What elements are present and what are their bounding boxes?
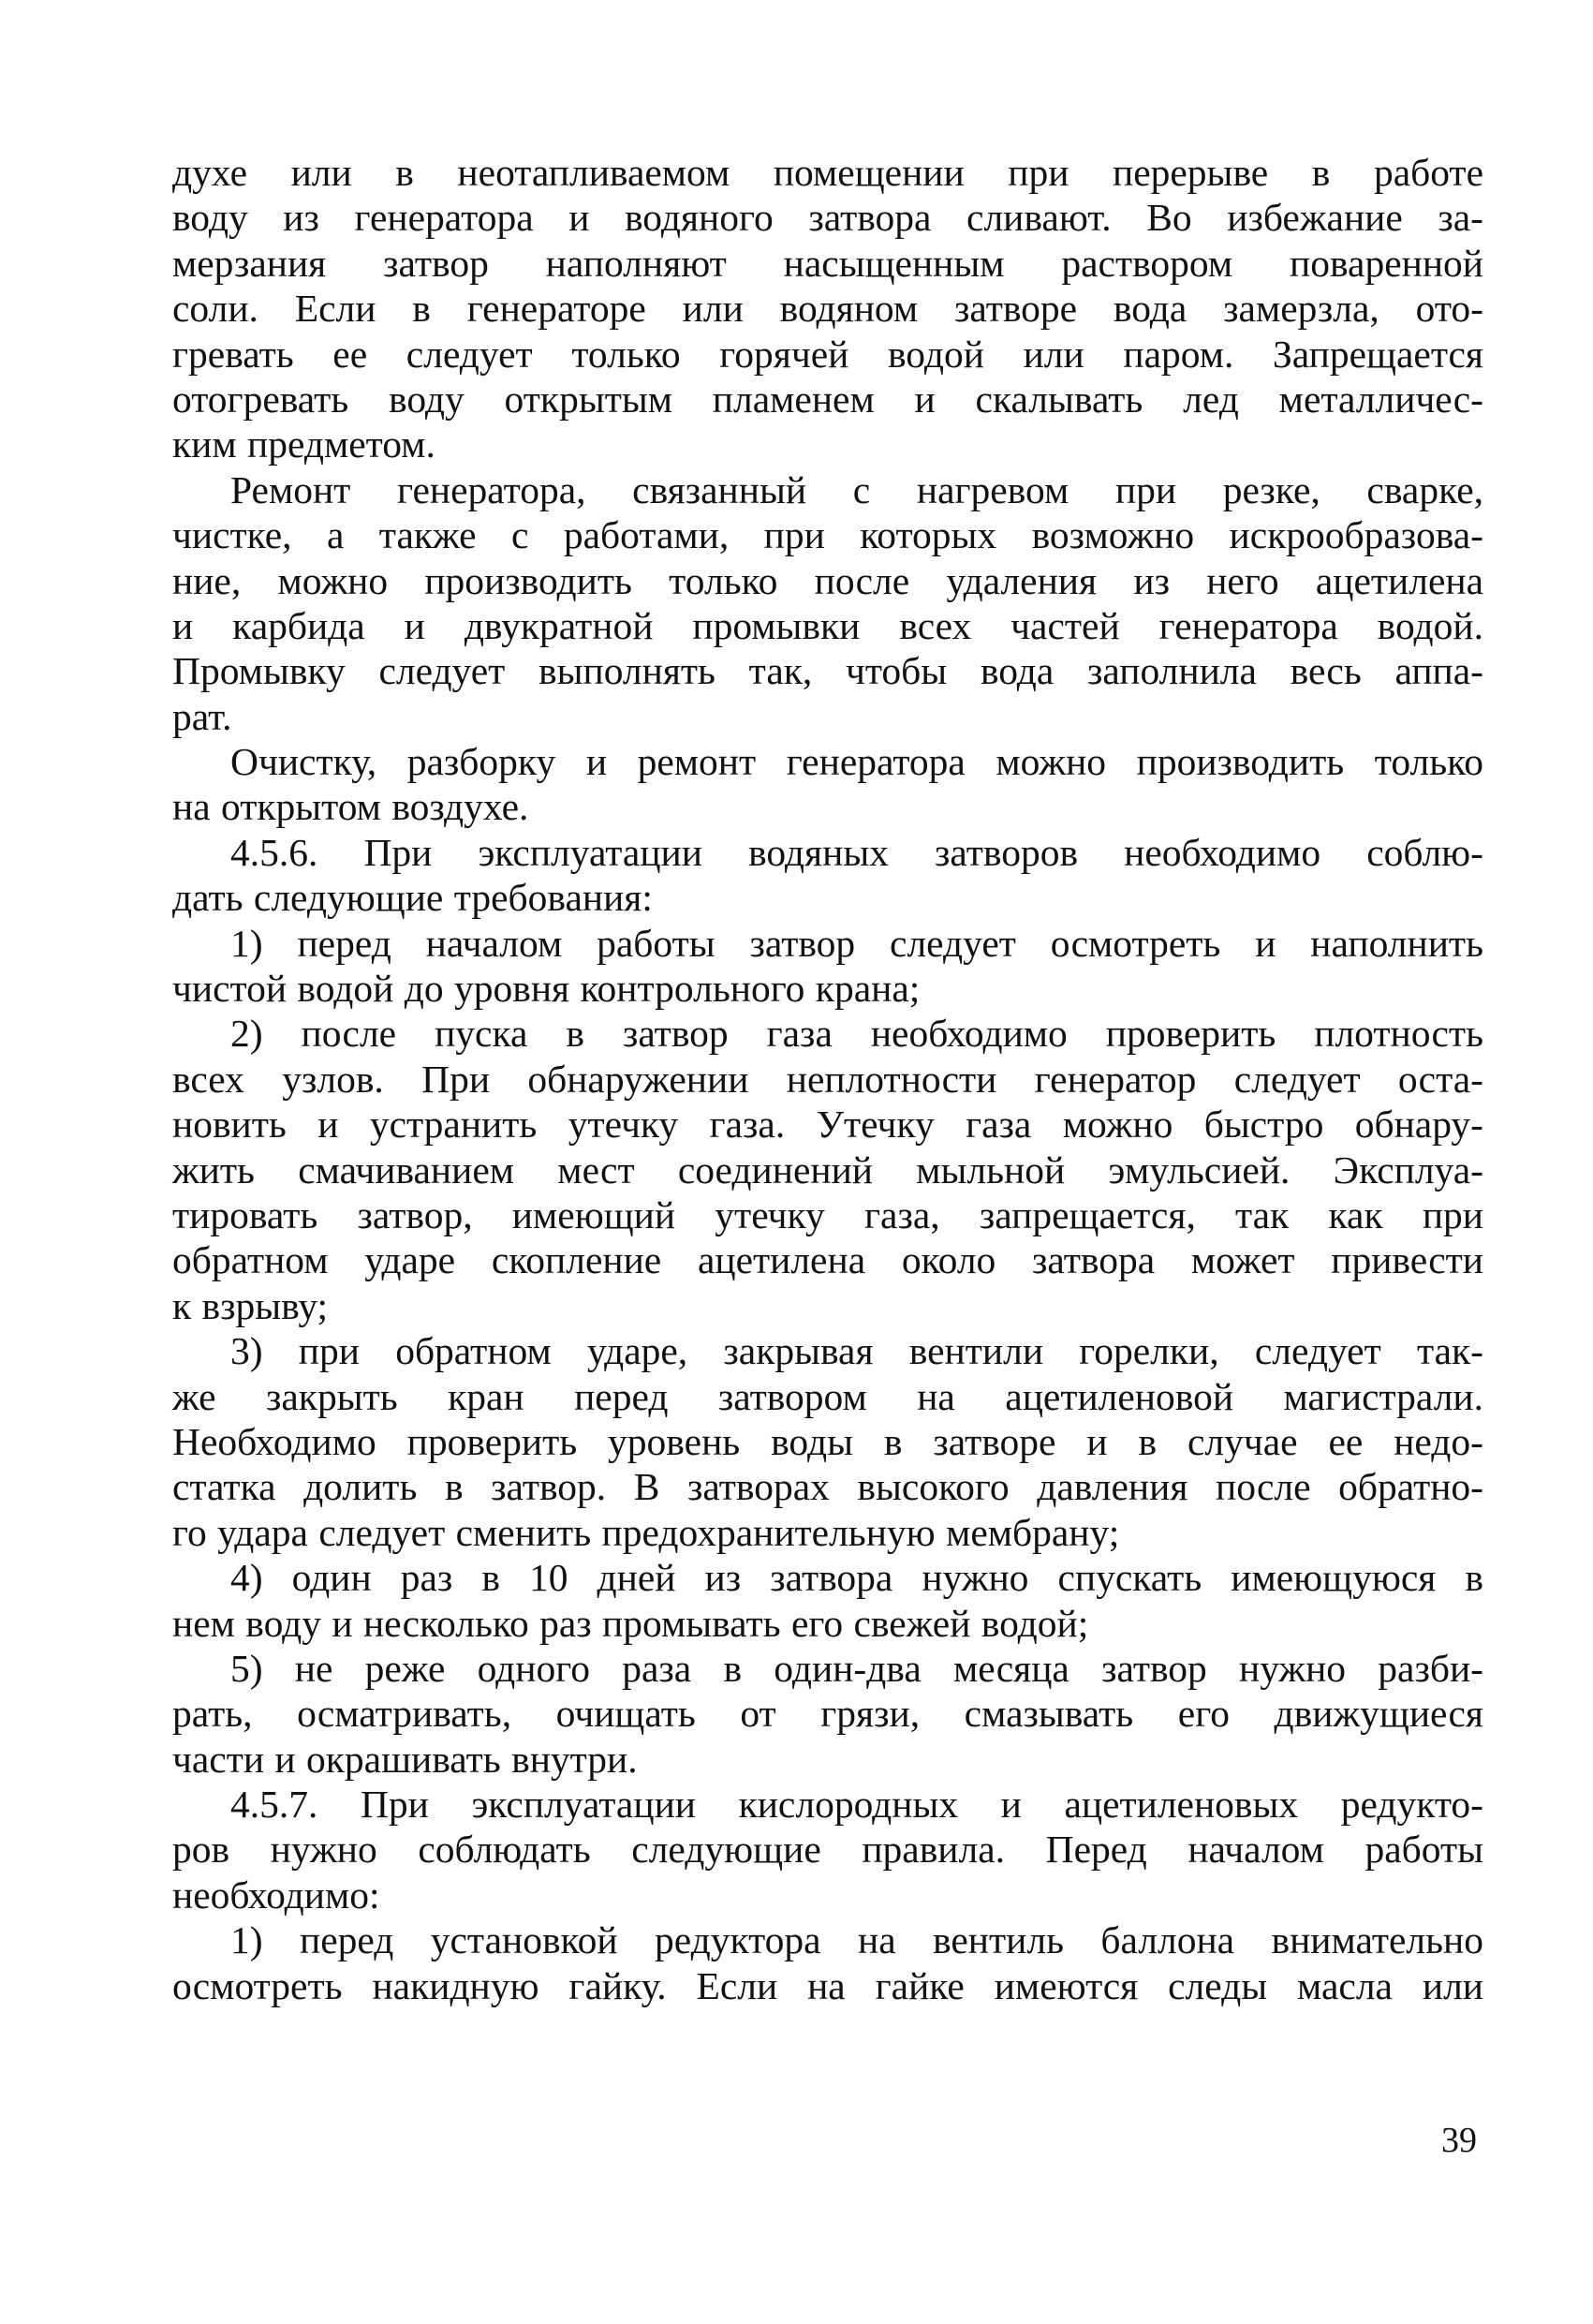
page-body — [172, 150, 1483, 2008]
text-line: части и окрашивать внутри. — [172, 1737, 638, 1781]
text-line: мерзания затвор наполняют насыщенным раствором поваренной — [172, 241, 1483, 285]
text-line: дать следующие требования: — [172, 876, 653, 920]
paragraph — [172, 1646, 1483, 1782]
text-line: 1) перед началом работы затвор следует осмотреть и наполнить — [230, 921, 1483, 965]
text-line: же закрыть кран перед затвором на ацетиленовой магистрали. — [172, 1374, 1483, 1418]
text-line: 4) один раз в 10 дней из затвора нужно спускать имеющуюся в — [230, 1556, 1483, 1600]
text-line: необходимо: — [172, 1873, 380, 1917]
paragraph — [172, 1328, 1483, 1555]
paragraph — [172, 739, 1483, 830]
text-line: 3) при обратном ударе, закрывая вентили горелки, следует так- — [230, 1329, 1483, 1373]
text-line: осмотреть накидную гайку. Если на гайке имеются следы масла или — [172, 1963, 1483, 2007]
text-line: обратном ударе скопление ацетилена около затвора может привести — [172, 1238, 1483, 1282]
text-line: 2) после пуска в затвор газа необходимо проверить плотность — [230, 1012, 1483, 1056]
text-line: новить и устранить утечку газа. Утечку газа можно быстро обнару- — [172, 1103, 1483, 1147]
page-number: 39 — [1441, 2121, 1477, 2160]
text-line: чистке, а также с работами, при которых возможно искрообразова- — [172, 513, 1483, 557]
paragraph — [172, 1917, 1483, 2008]
text-line: рат. — [172, 694, 232, 738]
text-line: всех узлов. При обнаружении неплотности генератор следует оста- — [172, 1057, 1483, 1101]
text-line: на открытом воздухе. — [172, 785, 529, 829]
text-line: Ремонт генератора, связанный с нагревом при резке, сварке, — [230, 467, 1483, 511]
paragraph — [172, 1011, 1483, 1328]
text-line: тировать затвор, имеющий утечку газа, запрещается, так как при — [172, 1192, 1483, 1236]
paragraph — [172, 1555, 1483, 1646]
text-line: рать, осматривать, очищать от грязи, смазывать его движущиеся — [172, 1692, 1483, 1736]
text-line: 4.5.6. При эксплуатации водяных затворов необходимо соблю- — [230, 830, 1483, 874]
text-line: соли. Если в генераторе или водяном затворе вода замерзла, ото- — [172, 287, 1483, 331]
text-line: статка долить в затвор. В затворах высокого давления после обратно- — [172, 1465, 1483, 1509]
text-line: 1) перед установкой редуктора на вентиль баллона внимательно — [230, 1918, 1483, 1962]
text-line: к взрыву; — [172, 1283, 329, 1327]
text-line: ров нужно соблюдать следующие правила. Перед началом работы — [172, 1828, 1483, 1872]
text-line: 4.5.7. При эксплуатации кислородных и ацетиленовых редукто- — [230, 1783, 1483, 1827]
paragraph — [172, 921, 1483, 1012]
text-line: ким предметом. — [172, 422, 435, 466]
text-line: ние, можно производить только после удаления из него ацетилена — [172, 558, 1483, 602]
text-line: 5) не реже одного раза в один-два месяца затвор нужно разби- — [230, 1646, 1483, 1690]
paragraph — [172, 467, 1483, 739]
text-line: духе или в неотапливаемом помещении при перерыве в работе — [172, 151, 1483, 194]
paragraph — [172, 150, 1483, 467]
text-line: Промывку следует выполнять так, чтобы вода заполнила весь аппа- — [172, 649, 1483, 693]
text-line: жить смачиванием мест соединений мыльной эмульсией. Эксплуа- — [172, 1147, 1483, 1192]
text-line: и карбида и двукратной промывки всех частей генератора водой. — [172, 603, 1483, 647]
text-line: нем воду и несколько раз промывать его свежей водой; — [172, 1601, 1089, 1645]
text-line: отогревать воду открытым пламенем и скалывать лед металличес- — [172, 377, 1483, 421]
text-line: го удара следует сменить предохранительную мембрану; — [172, 1510, 1120, 1554]
paragraph — [172, 1782, 1483, 1917]
text-line: гревать ее следует только горячей водой или паром. Запрещается — [172, 332, 1483, 376]
paragraph — [172, 830, 1483, 921]
text-line: Очистку, разборку и ремонт генератора можно производить только — [230, 740, 1483, 784]
text-line: воду из генератора и водяного затвора сливают. Во избежание за- — [172, 196, 1483, 240]
text-line: чистой водой до уровня контрольного крана; — [172, 967, 921, 1011]
text-line: Необходимо проверить уровень воды в затворе и в случае ее недо- — [172, 1419, 1483, 1463]
